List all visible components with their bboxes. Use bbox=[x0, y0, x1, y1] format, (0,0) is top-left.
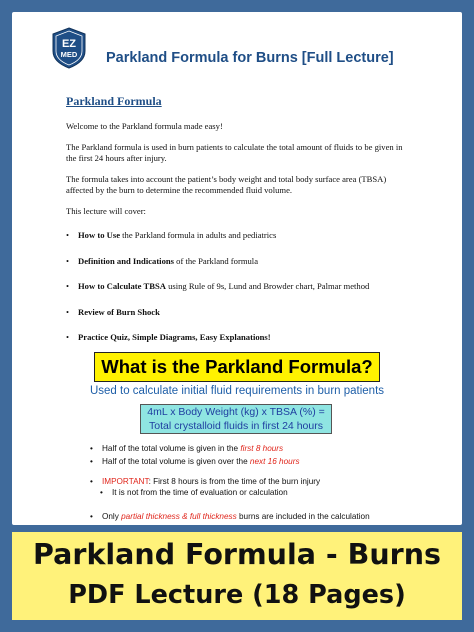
list-item: • Only partial thickness & full thickness burns are included in the calculation bbox=[90, 512, 430, 523]
page-header-title: Parkland Formula for Burns [Full Lecture] bbox=[106, 50, 394, 66]
formula-box bbox=[140, 404, 332, 434]
cover-intro-paragraph: This lecture will cover: bbox=[66, 206, 146, 216]
list-item: • Definition and Indications of the Parkland formula bbox=[66, 256, 406, 267]
document-heading: Parkland Formula bbox=[66, 94, 162, 108]
list-item: • It is not from the time of evaluation or calculation bbox=[90, 488, 430, 499]
description-paragraph: The Parkland formula is used in burn patients to calculate the total amount of fluids to be given in the first 24 hours after injury. bbox=[66, 142, 403, 163]
document-body bbox=[66, 96, 406, 358]
formula-line-2: Total crystalloid fluids in first 24 hours bbox=[149, 419, 323, 432]
logo-text-med: MED bbox=[60, 50, 78, 59]
list-item: • Practice Quiz, Simple Diagrams, Easy Explanations! bbox=[66, 332, 406, 343]
logo-text-ez: EZ bbox=[61, 38, 77, 50]
list-item: • Half of the total volume is given over the next 16 hours bbox=[90, 457, 430, 468]
list-item: • How to Use the Parkland formula in adults and pediatrics bbox=[66, 230, 406, 241]
banner-title: Parkland Formula - Burns bbox=[33, 538, 441, 571]
promo-banner bbox=[12, 532, 462, 620]
banner-subtitle: PDF Lecture (18 Pages) bbox=[68, 580, 406, 610]
list-item: • How to Calculate TBSA using Rule of 9s, Lund and Browder chart, Palmar method bbox=[66, 281, 406, 292]
list-item: • Review of Burn Shock bbox=[66, 307, 406, 318]
formula-context-paragraph: The formula takes into account the patient’s body weight and total body surface area (TBSA) affected by the burn to determine the recommended fluid volume. bbox=[66, 174, 387, 195]
lecture-page-preview bbox=[12, 12, 462, 525]
slide-subtitle: Used to calculate initial fluid requirements in burn patients bbox=[89, 385, 385, 397]
slide-title: What is the Parkland Formula? bbox=[94, 352, 380, 382]
list-item: • IMPORTANT: First 8 hours is from the time of the burn injury bbox=[90, 477, 430, 488]
list-item: • Half of the total volume is given in the first 8 hours bbox=[90, 444, 430, 455]
formula-line-1: 4mL x Body Weight (kg) x TBSA (%) = bbox=[147, 406, 325, 418]
cover-list bbox=[66, 230, 406, 343]
ez-med-logo bbox=[52, 27, 86, 69]
slide-bullet-list bbox=[90, 444, 430, 523]
intro-paragraph: Welcome to the Parkland formula made easy! bbox=[66, 121, 223, 131]
